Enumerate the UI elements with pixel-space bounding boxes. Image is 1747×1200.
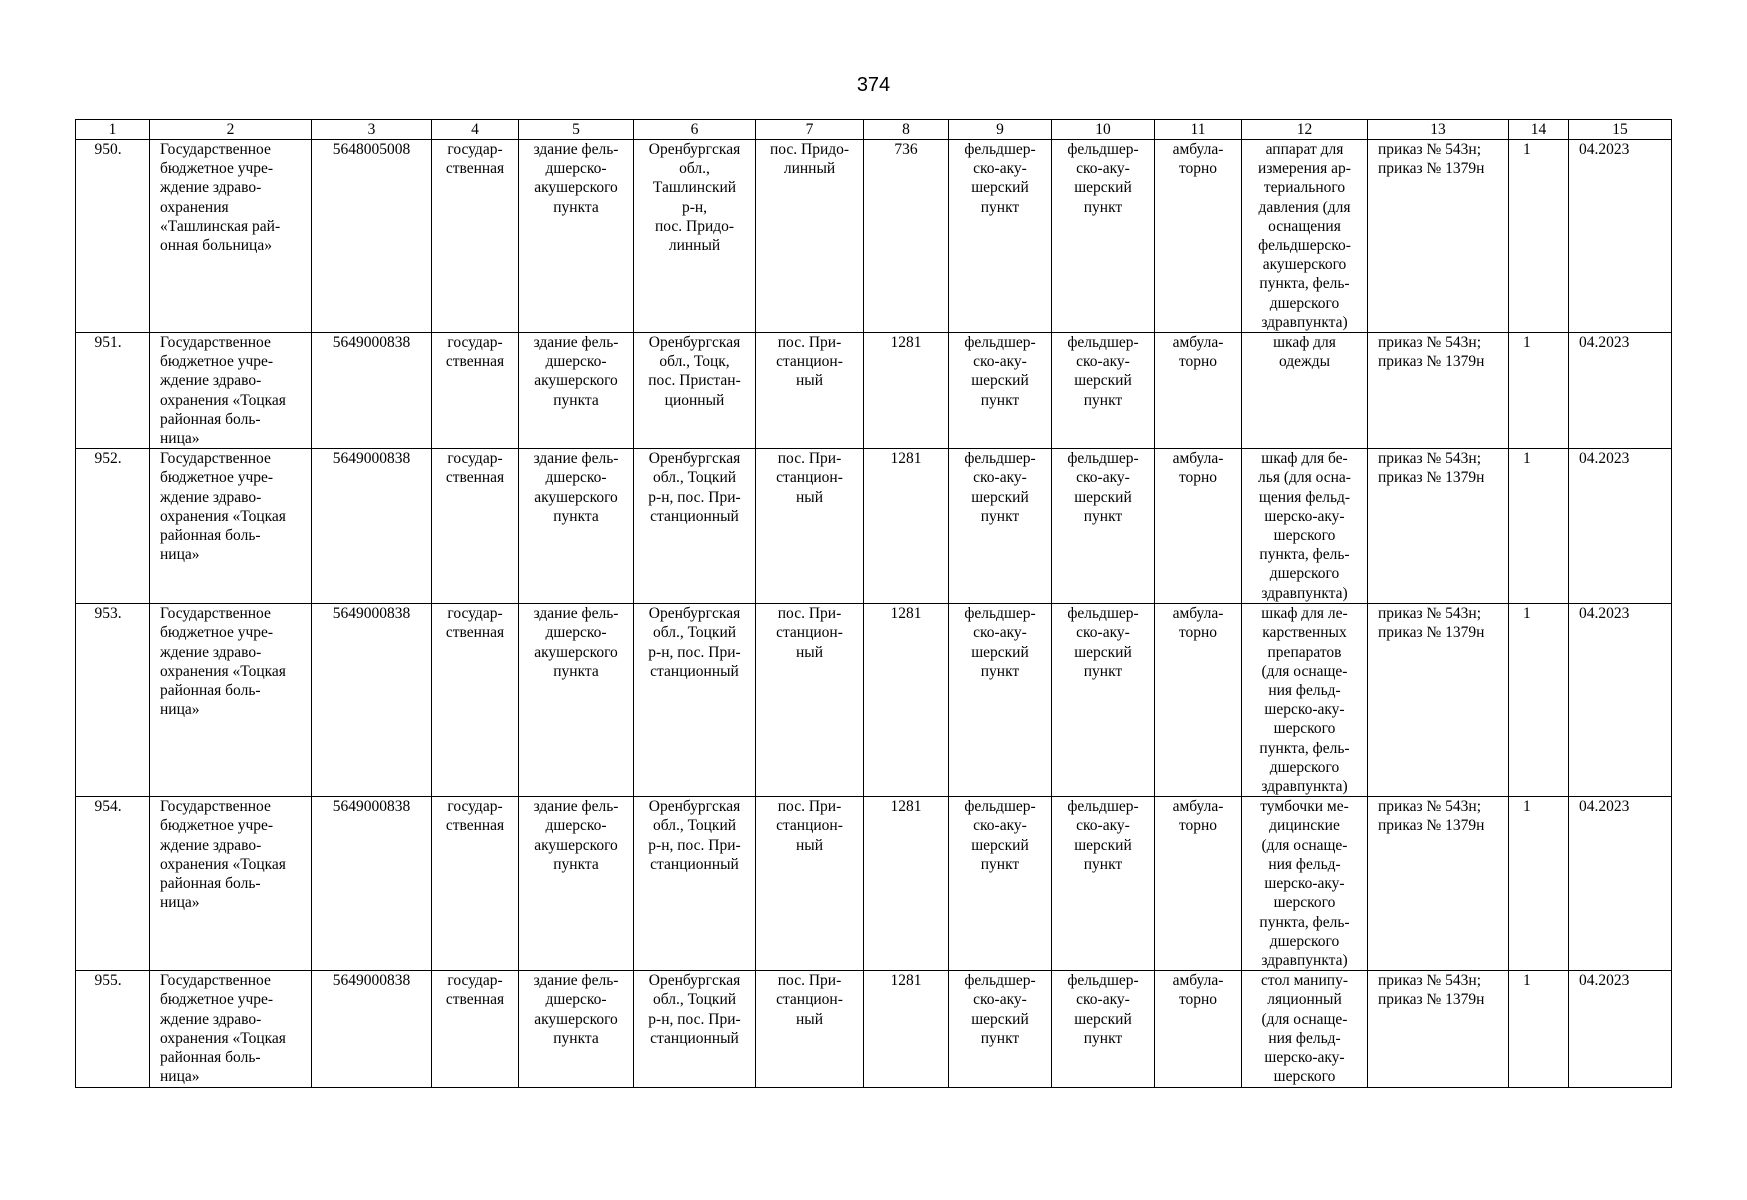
settlement-cell: пос. При- станцион- ный [756, 449, 864, 604]
date-cell: 04.2023 [1569, 971, 1672, 1088]
equipment-cell: шкаф для бе- лья (для осна- щения фельд- шерско-аку- шерского пункта, фель- дшерского здравпункта) [1242, 449, 1368, 604]
column-header: 14 [1509, 120, 1569, 140]
column-number-row [76, 120, 1672, 140]
building-cell: здание фель- дшерско- акушерского пункта [519, 449, 634, 604]
population-cell: 1281 [864, 449, 949, 604]
building-cell: здание фель- дшерско- акушерского пункта [519, 797, 634, 971]
table-row [76, 449, 1672, 604]
care-condition-cell: амбула- торно [1155, 604, 1242, 797]
column-header: 4 [432, 120, 519, 140]
column-header: 12 [1242, 120, 1368, 140]
unit-type-cell: фельдшер- ско-аку- шерский пункт [949, 140, 1052, 333]
care-condition-cell: амбула- торно [1155, 140, 1242, 333]
institution-cell: Государственное бюджетное учре- ждение здраво- охранения «Тоцкая районная боль- ница» [150, 449, 312, 604]
care-condition-cell: амбула- торно [1155, 333, 1242, 449]
order-cell: приказ № 543н; приказ № 1379н [1368, 449, 1509, 604]
column-header: 15 [1569, 120, 1672, 140]
inn-cell: 5649000838 [312, 604, 432, 797]
row-number-cell: 951. [76, 333, 150, 449]
settlement-cell: пос. При- станцион- ный [756, 333, 864, 449]
population-cell: 1281 [864, 604, 949, 797]
institution-cell: Государственное бюджетное учре- ждение здраво- охранения «Тоцкая районная боль- ница» [150, 971, 312, 1088]
column-header: 9 [949, 120, 1052, 140]
date-cell: 04.2023 [1569, 333, 1672, 449]
date-cell: 04.2023 [1569, 604, 1672, 797]
ownership-cell: государ- ственная [432, 604, 519, 797]
unit-name-cell: фельдшер- ско-аку- шерский пункт [1052, 449, 1155, 604]
care-condition-cell: амбула- торно [1155, 449, 1242, 604]
quantity-cell: 1 [1509, 333, 1569, 449]
building-cell: здание фель- дшерско- акушерского пункта [519, 333, 634, 449]
unit-type-cell: фельдшер- ско-аку- шерский пункт [949, 449, 1052, 604]
unit-name-cell: фельдшер- ско-аку- шерский пункт [1052, 333, 1155, 449]
equipment-cell: стол манипу- ляционный (для оснаще- ния фельд- шерско-аку- шерского [1242, 971, 1368, 1088]
inn-cell: 5649000838 [312, 333, 432, 449]
ownership-cell: государ- ственная [432, 797, 519, 971]
address-cell: Оренбургская обл., Тоцкий р-н, пос. При- станционный [634, 449, 756, 604]
column-header: 1 [76, 120, 150, 140]
order-cell: приказ № 543н; приказ № 1379н [1368, 333, 1509, 449]
column-header: 8 [864, 120, 949, 140]
column-header: 10 [1052, 120, 1155, 140]
quantity-cell: 1 [1509, 971, 1569, 1088]
settlement-cell: пос. При- станцион- ный [756, 604, 864, 797]
order-cell: приказ № 543н; приказ № 1379н [1368, 140, 1509, 333]
quantity-cell: 1 [1509, 140, 1569, 333]
equipment-cell: аппарат для измерения ар- териального давления (для оснащения фельдшерско- акушерского пункта, фель- дшерского здравпункта) [1242, 140, 1368, 333]
unit-name-cell: фельдшер- ско-аку- шерский пункт [1052, 797, 1155, 971]
unit-type-cell: фельдшер- ско-аку- шерский пункт [949, 971, 1052, 1088]
row-number-cell: 955. [76, 971, 150, 1088]
address-cell: Оренбургская обл., Тоцк, пос. Пристан- ционный [634, 333, 756, 449]
institution-cell: Государственное бюджетное учре- ждение здраво- охранения «Тоцкая районная боль- ница» [150, 797, 312, 971]
inn-cell: 5648005008 [312, 140, 432, 333]
ownership-cell: государ- ственная [432, 449, 519, 604]
settlement-cell: пос. При- станцион- ный [756, 797, 864, 971]
ownership-cell: государ- ственная [432, 971, 519, 1088]
address-cell: Оренбургская обл., Тоцкий р-н, пос. При- станционный [634, 604, 756, 797]
table-row [76, 140, 1672, 333]
care-condition-cell: амбула- торно [1155, 797, 1242, 971]
quantity-cell: 1 [1509, 604, 1569, 797]
population-cell: 1281 [864, 797, 949, 971]
care-condition-cell: амбула- торно [1155, 971, 1242, 1088]
table-row [76, 604, 1672, 797]
table-row [76, 333, 1672, 449]
column-header: 11 [1155, 120, 1242, 140]
date-cell: 04.2023 [1569, 449, 1672, 604]
row-number-cell: 953. [76, 604, 150, 797]
quantity-cell: 1 [1509, 449, 1569, 604]
unit-name-cell: фельдшер- ско-аку- шерский пункт [1052, 604, 1155, 797]
table-row [76, 797, 1672, 971]
unit-name-cell: фельдшер- ско-аку- шерский пункт [1052, 140, 1155, 333]
inn-cell: 5649000838 [312, 449, 432, 604]
order-cell: приказ № 543н; приказ № 1379н [1368, 797, 1509, 971]
institution-cell: Государственное бюджетное учре- ждение здраво- охранения «Тоцкая районная боль- ница» [150, 604, 312, 797]
settlement-cell: пос. При- станцион- ный [756, 971, 864, 1088]
ownership-cell: государ- ственная [432, 140, 519, 333]
table-row [76, 971, 1672, 1088]
date-cell: 04.2023 [1569, 140, 1672, 333]
row-number-cell: 952. [76, 449, 150, 604]
equipment-cell: шкаф для ле- карственных препаратов (для оснаще- ния фельд- шерско-аку- шерского пункта, фель- дшерского здравпункта) [1242, 604, 1368, 797]
building-cell: здание фель- дшерско- акушерского пункта [519, 971, 634, 1088]
address-cell: Оренбургская обл., Тоцкий р-н, пос. При- станционный [634, 797, 756, 971]
registry-table [75, 119, 1672, 1088]
building-cell: здание фель- дшерско- акушерского пункта [519, 140, 634, 333]
population-cell: 1281 [864, 971, 949, 1088]
population-cell: 1281 [864, 333, 949, 449]
unit-type-cell: фельдшер- ско-аку- шерский пункт [949, 333, 1052, 449]
row-number-cell: 954. [76, 797, 150, 971]
column-header: 3 [312, 120, 432, 140]
order-cell: приказ № 543н; приказ № 1379н [1368, 604, 1509, 797]
column-header: 6 [634, 120, 756, 140]
unit-type-cell: фельдшер- ско-аку- шерский пункт [949, 604, 1052, 797]
inn-cell: 5649000838 [312, 971, 432, 1088]
page-number: 374 [856, 74, 891, 96]
settlement-cell: пос. Придо- линный [756, 140, 864, 333]
population-cell: 736 [864, 140, 949, 333]
institution-cell: Государственное бюджетное учре- ждение здраво- охранения «Тоцкая районная боль- ница» [150, 333, 312, 449]
quantity-cell: 1 [1509, 797, 1569, 971]
unit-type-cell: фельдшер- ско-аку- шерский пункт [949, 797, 1052, 971]
order-cell: приказ № 543н; приказ № 1379н [1368, 971, 1509, 1088]
ownership-cell: государ- ственная [432, 333, 519, 449]
building-cell: здание фель- дшерско- акушерского пункта [519, 604, 634, 797]
address-cell: Оренбургская обл., Тоцкий р-н, пос. При- станционный [634, 971, 756, 1088]
column-header: 13 [1368, 120, 1509, 140]
address-cell: Оренбургская обл., Ташлинский р-н, пос. Придо- линный [634, 140, 756, 333]
equipment-cell: шкаф для одежды [1242, 333, 1368, 449]
institution-cell: Государственное бюджетное учре- ждение здраво- охранения «Ташлинская рай- онная больница» [150, 140, 312, 333]
equipment-cell: тумбочки ме- дицинские (для оснаще- ния фельд- шерско-аку- шерского пункта, фель- дшерского здравпункта) [1242, 797, 1368, 971]
column-header: 2 [150, 120, 312, 140]
row-number-cell: 950. [76, 140, 150, 333]
unit-name-cell: фельдшер- ско-аку- шерский пункт [1052, 971, 1155, 1088]
column-header: 5 [519, 120, 634, 140]
column-header: 7 [756, 120, 864, 140]
inn-cell: 5649000838 [312, 797, 432, 971]
date-cell: 04.2023 [1569, 797, 1672, 971]
